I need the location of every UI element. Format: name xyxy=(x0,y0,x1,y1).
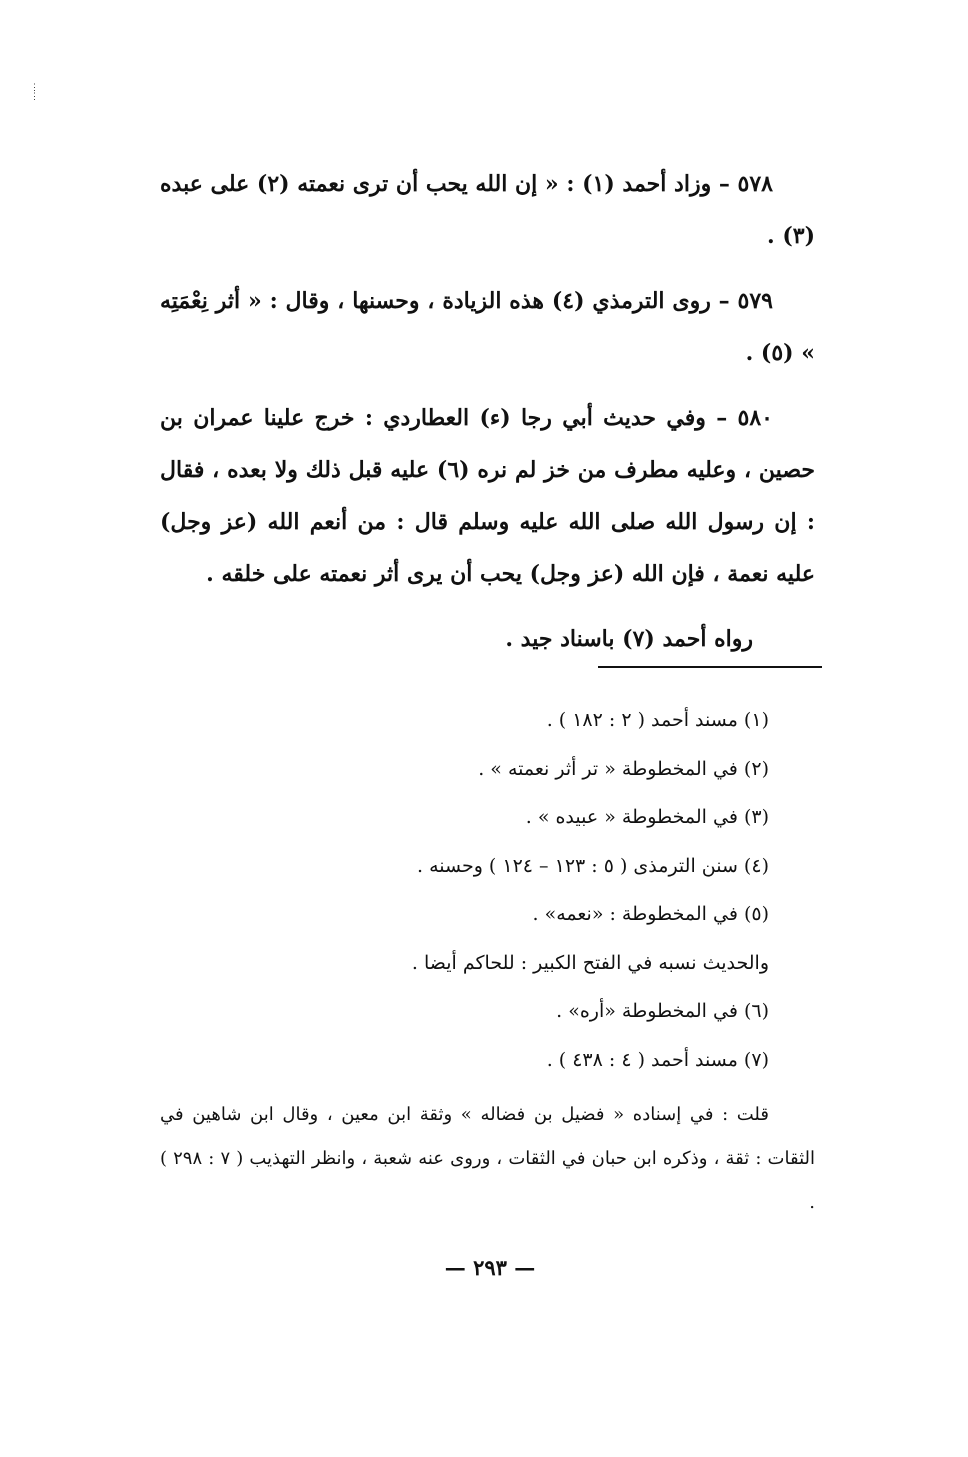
footnote-7: (٧) مسند أحمد ( ٤ : ٤٣٨ ) . xyxy=(546,1048,769,1071)
footnote-6: (٦) في المخطوطة «أره» . xyxy=(556,1000,769,1022)
margin-marks: ⋮ ⋮ xyxy=(30,83,39,102)
hadith-578-paragraph: ٥٧٨ – وزاد أحمد (١) : « إن الله يحب أن ترى نعمته (٢) على عبده (٣) . xyxy=(160,171,815,249)
footnote-separator xyxy=(598,666,822,668)
footnotes xyxy=(160,696,815,1084)
footnote-2: (٢) في المخطوطة « تر أثر نعمته » . xyxy=(478,757,769,780)
footnote-5-continuation: والحديث نسبه في الفتح الكبير : للحاكم أيضا . xyxy=(411,951,769,974)
footnote-3: (٣) في المخطوطة « عبيده » . xyxy=(525,806,769,828)
footnote-4: (٤) سنن الترمذى ( ٥ : ١٢٣ – ١٢٤ ) وحسنه . xyxy=(417,854,769,877)
page-number: — ٢٩٣ — xyxy=(444,1255,536,1280)
footnote-5: (٥) في المخطوطة : «نعمه» . xyxy=(532,903,769,925)
main-text xyxy=(160,158,815,678)
hadith-580-paragraph: ٥٨٠ – وفي حديث أبي رجا (ء) العطاردي : خرج علينا عمران بن حصين ، وعليه مطرف من خز لم نره (٦) عليه قبل ذلك ولا بعده ، فقال : إن رسول الله صلى الله عليه وسلم قال : من أنعم الله (عز وجل) عليه نعمة ، فإن الله (عز وجل) يحب أن يرى أثر نعمته على خلقه . xyxy=(160,405,815,587)
hadith-579-paragraph: ٥٧٩ – روى الترمذي (٤) هذه الزيادة ، وحسنها ، وقال : « أثر نِعْمَتِه » (٥) . xyxy=(160,288,815,366)
editor-remark: قلت : في إسناده « فضيل بن فضاله » وثقة ابن معين ، وقال ابن شاهين في الثقات : ثقة ، وذكره ابن حبان في الثقات ، وروى عنه شعبة ، وانظر التهذيب ( ٧ : ٢٩٨ ) . xyxy=(160,1104,815,1213)
narration-note: رواه أحمد (٧) باسناد جيد . xyxy=(505,626,753,652)
footnote-1: (١) مسند أحمد ( ٢ : ١٨٢ ) . xyxy=(546,709,769,731)
